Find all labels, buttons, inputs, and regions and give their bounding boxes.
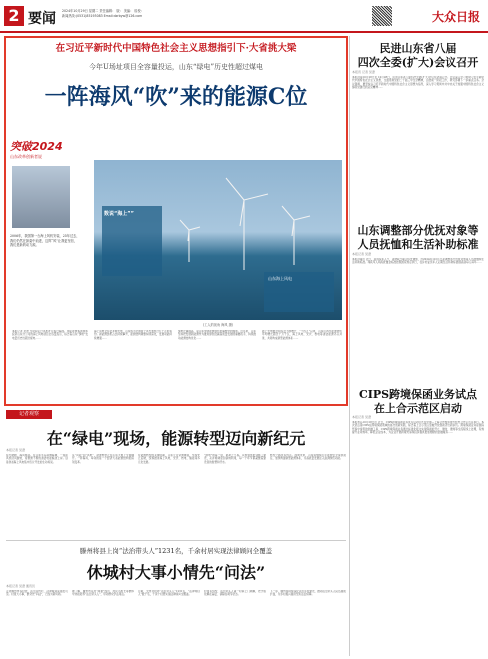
article-1-body: 本报济南10月28日讯 10月28日，民进山东省八届四次全委(扩大)会议在济南召开。会议深入学习贯彻习近平新时代中国特色社会主义思想，全面贯彻党的二十届三中全会精神，总结前一阶段工作，研究部署下一步重点任务。会议强调，要坚持以习近平新时代中国特色社会主义思想为指导，深入学习贯彻中共中央关于加强中国特色社会主义参政党建设的意见精神…… — [352, 76, 484, 90]
feature-intro: 2006年，我国第一台海上风机安装，25年过去，我们仍然在探索中前进，这阵“风”让我更坚信，我们是新的动力源。 — [10, 234, 80, 247]
observation-column-2: 从“风起”到“风电”，能源转型正在山东大地上全面铺开。一阵海风，牵动的是一个经济大省能源结构的深刻变革。 — [72, 454, 134, 464]
column-badge — [10, 138, 70, 164]
article-divider — [6, 540, 346, 541]
masthead-info — [62, 9, 212, 19]
law-article-column-3: 目前，全市共培养“法治带头人”1231名，“法律明白人”数千名，千余个村居实现法律顾问全覆盖。 — [138, 590, 200, 597]
law-article-subtitle: 滕州将县上岗“法治带头人”1231名，千余村居实现法律顾问全覆盖 — [79, 547, 273, 555]
observation-column-3: 在能源转型的关键时期，山东立足资源禀赋，坚持先立后破，统筹推进海上风电、光伏、核电、储能等多元化发展。 — [138, 454, 200, 464]
law-article-column-5: 下一步，滕州将持续深化法治乡村建设，推动法治带头人队伍提质扩面，为乡村振兴提供坚实法治保障。 — [270, 590, 346, 597]
feature-column-4: 陆上发电数量和容量不断增长，“十四五”以来，山东可再生能源装机年均增长超过千万千瓦，海上风电、光伏、核电等清洁能源齐头并进，共同构成新型能源体系…… — [262, 330, 342, 340]
feature-subtitle: 今年U场址项目全容量投运，山东“绿电”历史性超过煤电 — [88, 63, 264, 71]
law-article-column-2: 据了解，滕州市从村“两委”成员、村民小组长等群体中选拔培养“法治带头人”，带动群众学法用法。 — [72, 590, 134, 597]
observation-byline: 本报记者 吴澄 — [6, 448, 25, 452]
article-3-title-line-1: CIPS跨境保函业务试点 — [358, 388, 478, 401]
header-rule — [0, 31, 488, 33]
article-2-byline: 本报记者 吴澄 — [352, 252, 371, 256]
column-divider — [349, 36, 350, 656]
newspaper-logo: 大众日报 — [432, 10, 481, 24]
article-2-title-line-2: 人员抚恤和生活补助标准 — [357, 238, 479, 251]
masthead-contact-line: 新闻热线:(0531)85193083 Email:dzrbyw@126.com — [62, 14, 143, 18]
photo-label-2: 山东海上风电 — [268, 276, 292, 281]
feature-column-1: 本报记者 吴澄 当时间走过风机叶片掠过海面。国家能源集团国华投资山东分公司的海上风电项目全容量投运，标志着山东“绿电”发电量历史性超过煤电…… — [12, 330, 88, 340]
article-1-title-line-1: 民进山东省八届 — [379, 42, 457, 55]
observation-column-1: 东方破晓，海风渐起。在山东半岛南侧海域，一座座风机迎风旋转，将源源不断的清洁电能输送上岸。这是我省海上风电集中连片开发的生动场景。 — [6, 454, 68, 464]
qr-code-icon — [372, 6, 392, 26]
article-3-byline: 本报记者 吴澄 — [352, 415, 371, 419]
feature-kicker: 在习近平新时代中国特色社会主义思想指引下·大省挑大梁 — [55, 43, 297, 54]
law-article-column-4: 村里有纠纷，法治带头人第一时间上门调解，把矛盾化解在基层、消除在萌芽状态。 — [204, 590, 266, 597]
article-3-body: 本报青岛10月28日讯 近日，CIPS跨境保函业务试点启动仪式在中国—上海合作组织地方经贸合作示范区举行。本次试点是CIPS在跨境保函领域的首次创新实践，标志着上合示范区金融开放创新迈出新步伐。跨境保函业务是国际贸易中常用的金融工具，CIPS跨境保函业务通过标准化报文实现保函的开立、修改、通知等全流程线上处理，有效提升业务效率，降低企业成本，为企业开展跨境贸易和投资提供更加便捷的金融服务…… — [352, 421, 484, 435]
page-number: 2 — [4, 6, 24, 26]
author-portrait — [12, 166, 70, 228]
observation-column-4: “绿电”的每一度，都来之不易。从规划选址到施工建设，从并网调度到消纳利用，每一个环节都凝聚着建设者的智慧和汗水。 — [204, 454, 266, 464]
masthead-date-line: 2024年10月29日 星期二 责任编辑： 版： 美编： 检校： — [62, 9, 144, 13]
badge-sub: 山东改革创新者说 — [10, 154, 42, 159]
feature-title: 一阵海风“吹”来的能源C位 — [44, 84, 308, 110]
feature-column-3: 绿电比重提高，是山东加快能源绿色低碳转型的缩影。近年来，山东坚持把发展新能源作为推进绿色低碳高质量发展的重要抓手，持续推动能源结构优化…… — [178, 330, 256, 340]
wind-turbines-illustration — [94, 160, 342, 320]
observation-title: 在“绿电”现场，能源转型迈向新纪元 — [46, 429, 306, 448]
wind-farm-photo — [94, 160, 342, 320]
observation-column-5: 转型之路没有终点。面向未来，山东将继续扛牢能源安全保供责任，加快构建新型能源体系，为高质量发展注入澎湃绿色动能。 — [270, 454, 346, 461]
section-name: 要闻 — [28, 11, 56, 27]
article-2-body: 本报济南讯 近日，省退役军人厅、省财政厅联合印发通知，自2024年10月1日起调整部分优抚对象等人员抚恤和生活补助标准。残疾军人残疾抚恤金标准按照国家规定执行，在乡老复员军人定期生活补助标准提高到每人每年…… — [352, 258, 484, 265]
article-3-title-line-2: 在上合示范区启动 — [374, 402, 462, 415]
article-1-title-line-2: 四次全委(扩大)会议召开 — [357, 56, 479, 69]
article-2-title-line-1: 山东调整部分优抚对象等 — [357, 224, 479, 237]
section-tag: 记者观察 — [6, 410, 52, 419]
law-article-column-1: 走进滕州市各村居，法治宣传栏、法律服务室随处可见。村里大小事，群众先“问法”，已成为新风尚。 — [6, 590, 68, 597]
photo-caption: (工人的视角 海风 摄) — [202, 323, 233, 327]
badge-main: 突破2024 — [10, 140, 63, 153]
photo-label-1: 数说“海上”” — [104, 211, 134, 217]
law-article-title: 休城村大事小情先“问法” — [86, 563, 266, 582]
feature-column-2: 海上风电全容量并网发电，山东成为全国首个风光装机过亿千瓦的省份。新能源装机占比持续攀升，能源结构调整持续深化，发展动能持续增强…… — [94, 330, 172, 340]
law-article-byline: 本报记者 吴澄 通讯员 — [6, 584, 35, 588]
article-1-byline: 本报讯 记者 吴澄 — [352, 70, 375, 74]
